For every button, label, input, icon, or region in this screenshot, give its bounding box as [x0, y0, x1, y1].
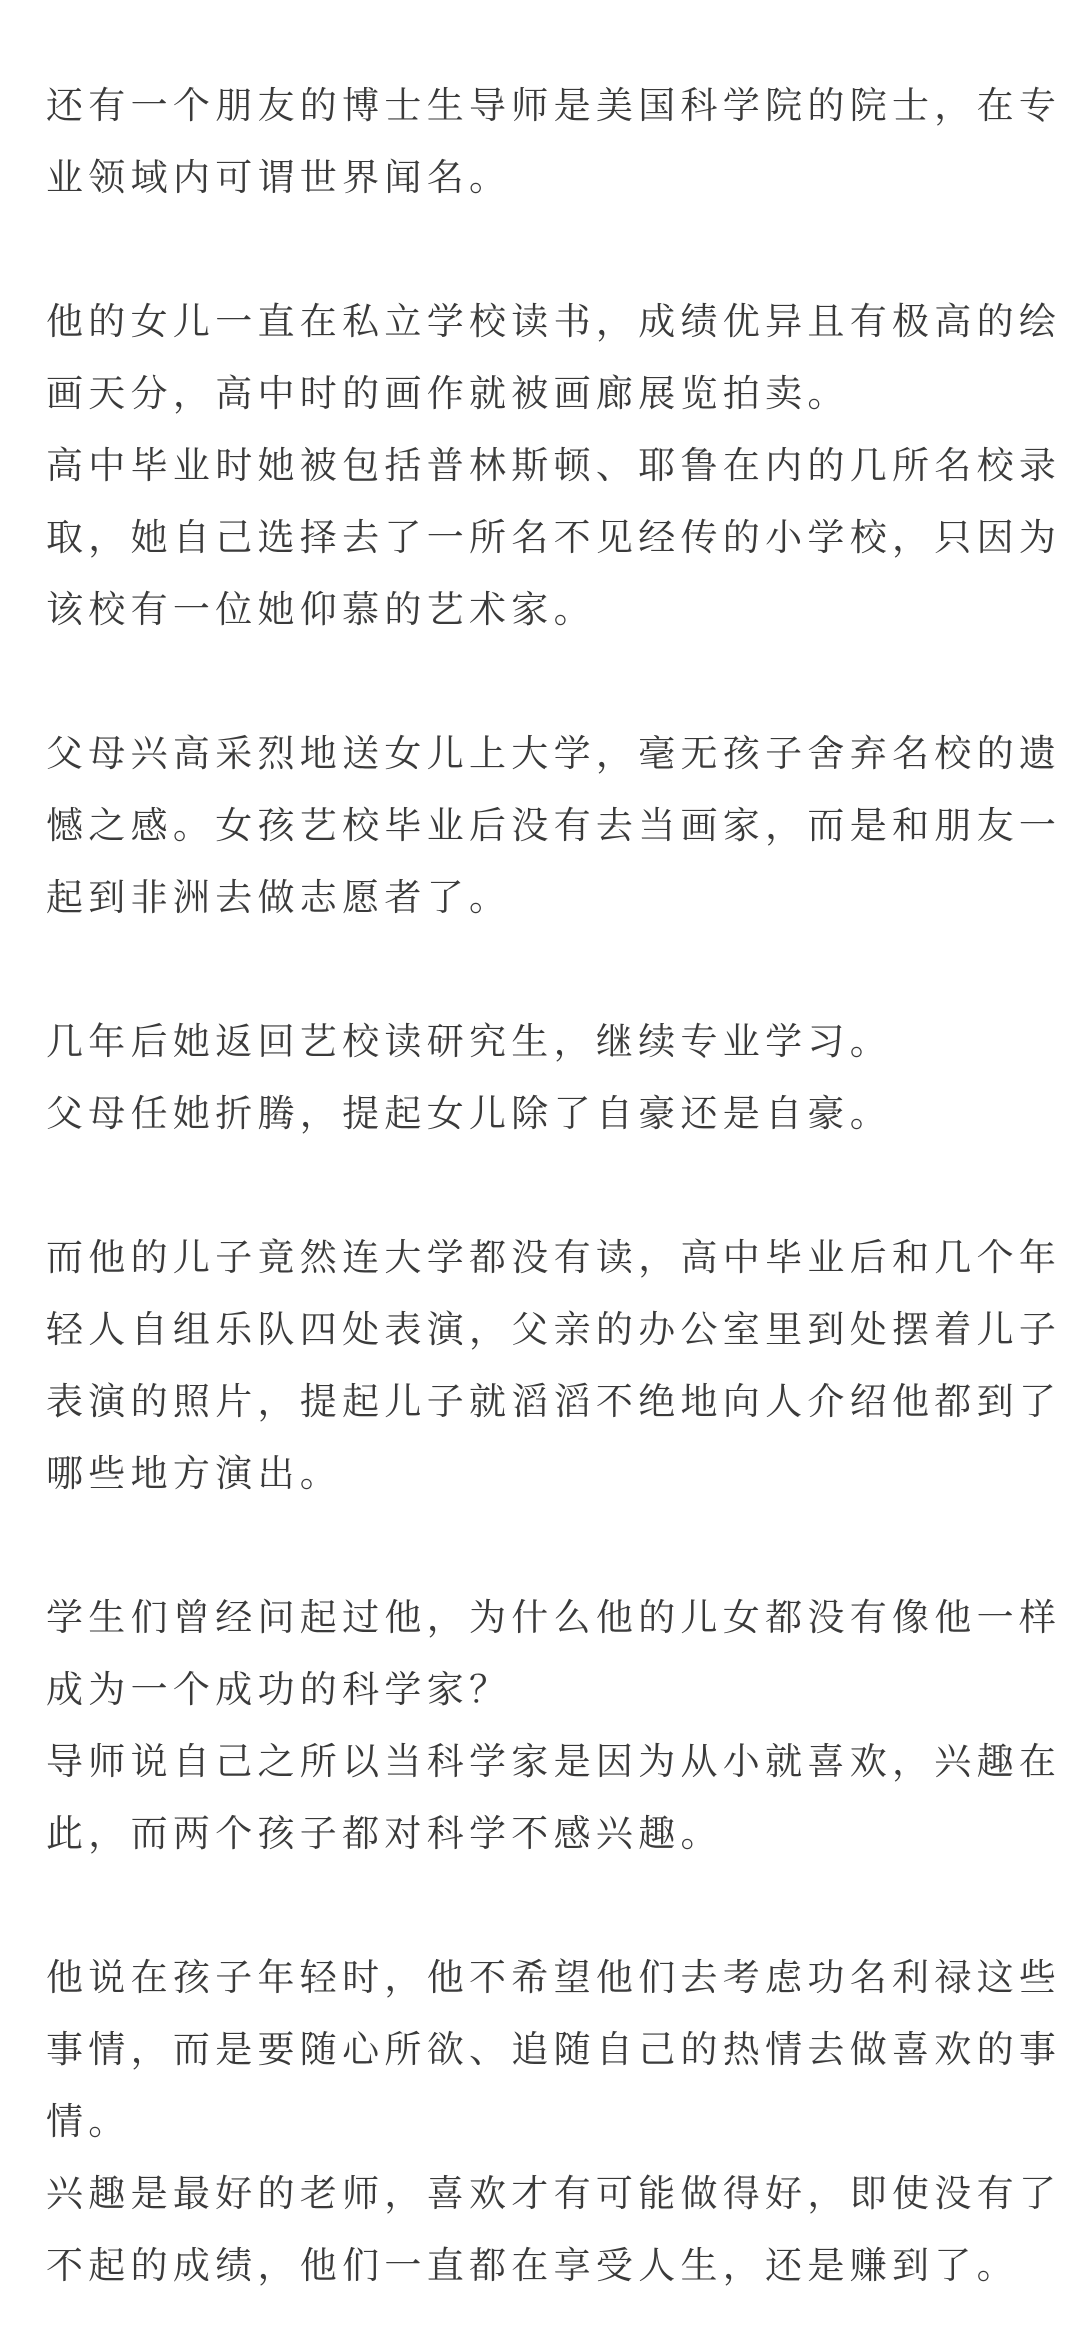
text-line: 导师说自己之所以当科学家是因为从小就喜欢，兴趣在	[46, 1740, 1062, 1783]
text-line: 成为一个成功的科学家？	[46, 1668, 512, 1711]
text-line: 哪些地方演出。	[46, 1452, 343, 1495]
text-line: 而他的儿子竟然连大学都没有读，高中毕业后和几个年	[46, 1236, 1062, 1279]
text-line: 父母兴高采烈地送女儿上大学，毫无孩子舍弃名校的遗	[46, 732, 1062, 775]
text-line: 业领域内可谓世界闻名。	[46, 156, 512, 199]
paragraph-gap	[46, 1150, 1046, 1222]
paragraph-2	[46, 286, 1062, 646]
text-line: 憾之感。女孩艺校毕业后没有去当画家，而是和朋友一	[46, 804, 1062, 847]
paragraph-gap	[46, 1510, 1046, 1582]
text-line: 表演的照片，提起儿子就滔滔不绝地向人介绍他都到了	[46, 1380, 1062, 1423]
text-line: 该校有一位她仰慕的艺术家。	[46, 588, 596, 631]
paragraph-5	[46, 1222, 1062, 1510]
paragraph-7	[46, 1942, 1062, 2302]
text-line: 他说在孩子年轻时，他不希望他们去考虑功名利禄这些	[46, 1956, 1062, 1999]
text-line: 起到非洲去做志愿者了。	[46, 876, 512, 919]
text-line: 不起的成绩，他们一直都在享受人生，还是赚到了。	[46, 2244, 1019, 2287]
text-line: 高中毕业时她被包括普林斯顿、耶鲁在内的几所名校录	[46, 444, 1062, 487]
text-line: 轻人自组乐队四处表演，父亲的办公室里到处摆着儿子	[46, 1308, 1062, 1351]
paragraph-gap	[46, 934, 1046, 1006]
paragraph-gap	[46, 214, 1046, 286]
text-line: 取，她自己选择去了一所名不见经传的小学校，只因为	[46, 516, 1062, 559]
text-line: 此，而两个孩子都对科学不感兴趣。	[46, 1812, 723, 1855]
paragraph-gap	[46, 646, 1046, 718]
text-line: 兴趣是最好的老师，喜欢才有可能做得好，即使没有了	[46, 2172, 1062, 2215]
text-line: 几年后她返回艺校读研究生，继续专业学习。	[46, 1020, 892, 1063]
paragraph-4	[46, 1006, 1046, 1150]
text-line: 事情，而是要随心所欲、追随自己的热情去做喜欢的事	[46, 2028, 1062, 2071]
text-line: 情。	[46, 2100, 131, 2143]
article-body	[46, 70, 1062, 2302]
paragraph-3	[46, 718, 1062, 934]
text-line: 画天分，高中时的画作就被画廊展览拍卖。	[46, 372, 850, 415]
text-line: 学生们曾经问起过他，为什么他的儿女都没有像他一样	[46, 1596, 1062, 1639]
paragraph-6	[46, 1582, 1062, 1870]
paragraph-1	[46, 70, 1062, 214]
text-line: 还有一个朋友的博士生导师是美国科学院的院士，在专	[46, 84, 1062, 127]
paragraph-gap	[46, 1870, 1046, 1942]
text-line: 父母任她折腾，提起女儿除了自豪还是自豪。	[46, 1092, 892, 1135]
text-line: 他的女儿一直在私立学校读书，成绩优异且有极高的绘	[46, 300, 1062, 343]
